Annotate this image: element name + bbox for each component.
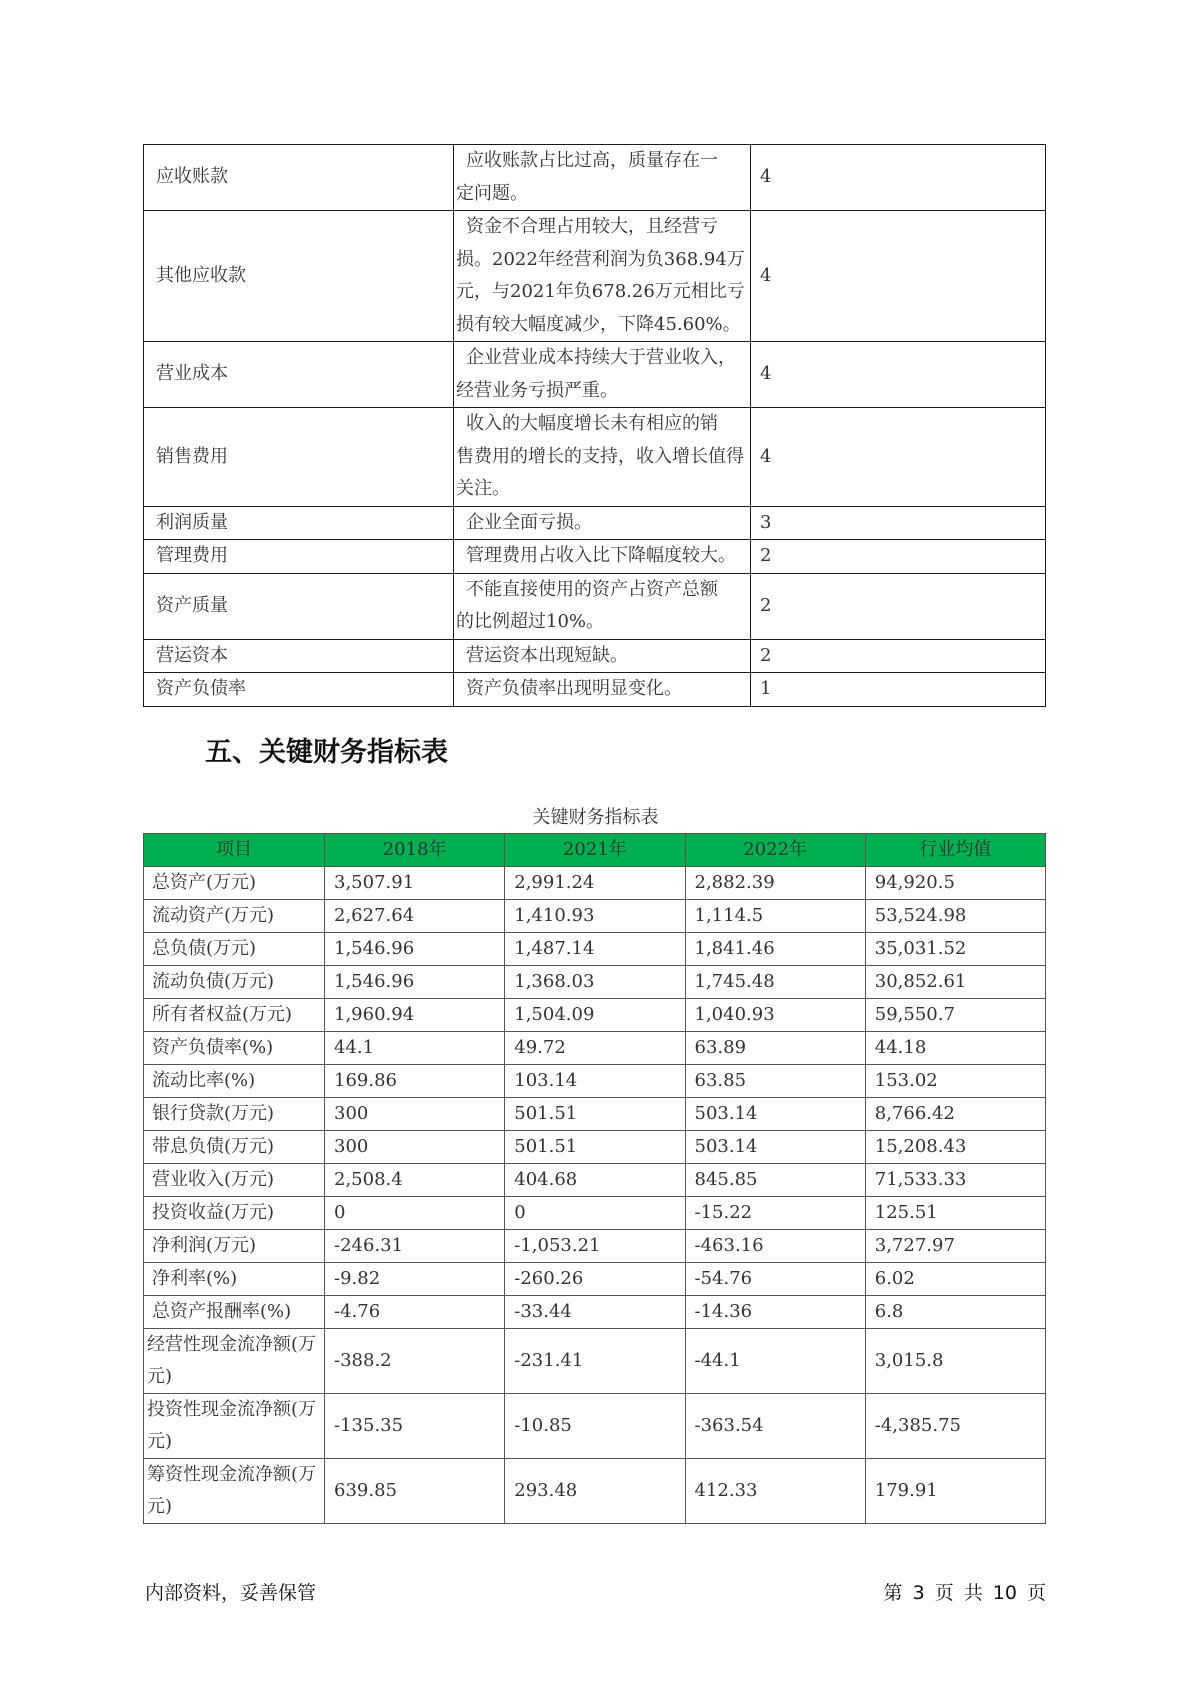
risk-description <box>454 673 751 707</box>
risk-description-text: 营运资本出现短缺。 <box>466 644 628 666</box>
table-row <box>144 933 1046 966</box>
value-2018: 300 <box>325 1098 505 1131</box>
value-2022: -463.16 <box>685 1230 865 1263</box>
risk-item: 其他应收款 <box>144 211 454 342</box>
key-financial-indicators-body <box>144 867 1046 1524</box>
header-industry-average: 行业均值 <box>865 834 1045 867</box>
value-2022: 1,745.48 <box>685 966 865 999</box>
value-2022: -363.54 <box>685 1394 865 1459</box>
value-2021: 1,410.93 <box>505 900 685 933</box>
value-industry-average: 15,208.43 <box>865 1131 1045 1164</box>
risk-row <box>144 211 1046 342</box>
value-2022: 503.14 <box>685 1098 865 1131</box>
risk-description <box>454 211 751 342</box>
indicator-name: 资产负债率(%) <box>144 1032 325 1065</box>
value-2021: -10.85 <box>505 1394 685 1459</box>
value-2018: 2,627.64 <box>325 900 505 933</box>
risk-score: 4 <box>751 145 1046 211</box>
risk-factor-table-body <box>144 145 1046 707</box>
value-industry-average: 44.18 <box>865 1032 1045 1065</box>
risk-description-text: 管理费用占收入比下降幅度较大。 <box>466 545 736 566</box>
risk-description-continued: 定问题。 <box>456 182 528 204</box>
table-row <box>144 1197 1046 1230</box>
value-2022: 845.85 <box>685 1164 865 1197</box>
value-industry-average: 125.51 <box>865 1197 1045 1230</box>
value-2018: -246.31 <box>325 1230 505 1263</box>
risk-description <box>454 506 751 540</box>
value-industry-average: 6.02 <box>865 1263 1045 1296</box>
footer-page-number: 第 3 页 共 10 页 <box>883 1582 1046 1604</box>
header-item: 项目 <box>144 834 325 867</box>
table-row <box>144 1230 1046 1263</box>
value-2021: 501.51 <box>505 1131 685 1164</box>
value-2022: -44.1 <box>685 1329 865 1394</box>
value-2018: 1,960.94 <box>325 999 505 1032</box>
risk-score: 2 <box>751 639 1046 673</box>
risk-description <box>454 145 751 211</box>
indicator-name: 流动负债(万元) <box>144 966 325 999</box>
value-industry-average: 53,524.98 <box>865 900 1045 933</box>
risk-item: 营业成本 <box>144 342 454 408</box>
indicator-name: 经营性现金流净额(万元) <box>144 1329 325 1394</box>
risk-description <box>454 540 751 574</box>
header-2018: 2018年 <box>325 834 505 867</box>
footer-confidential-note: 内部资料，妥善保管 <box>145 1582 317 1604</box>
value-2021: 1,368.03 <box>505 966 685 999</box>
value-industry-average: -4,385.75 <box>865 1394 1045 1459</box>
table-row <box>144 1032 1046 1065</box>
value-industry-average: 35,031.52 <box>865 933 1045 966</box>
value-2022: 1,114.5 <box>685 900 865 933</box>
section-heading: 五、关键财务指标表 <box>205 737 448 768</box>
value-2018: -388.2 <box>325 1329 505 1394</box>
value-industry-average: 179.91 <box>865 1459 1045 1524</box>
table-row <box>144 867 1046 900</box>
table-row <box>144 966 1046 999</box>
value-2022: -15.22 <box>685 1197 865 1230</box>
risk-row <box>144 506 1046 540</box>
value-2021: 2,991.24 <box>505 867 685 900</box>
value-2018: -4.76 <box>325 1296 505 1329</box>
value-industry-average: 153.02 <box>865 1065 1045 1098</box>
value-2018: 300 <box>325 1131 505 1164</box>
value-2018: 44.1 <box>325 1032 505 1065</box>
indicator-name: 净利润(万元) <box>144 1230 325 1263</box>
risk-item: 资产负债率 <box>144 673 454 707</box>
value-industry-average: 8,766.42 <box>865 1098 1045 1131</box>
value-2021: 1,487.14 <box>505 933 685 966</box>
value-2018: 639.85 <box>325 1459 505 1524</box>
indicator-name: 营业收入(万元) <box>144 1164 325 1197</box>
value-2022: -54.76 <box>685 1263 865 1296</box>
risk-description <box>454 639 751 673</box>
risk-description-continued: 售费用的增长的支持，收入增长值得关注。 <box>456 445 744 499</box>
value-2018: 169.86 <box>325 1065 505 1098</box>
risk-row <box>144 673 1046 707</box>
value-2021: -231.41 <box>505 1329 685 1394</box>
value-2021: -260.26 <box>505 1263 685 1296</box>
risk-score: 4 <box>751 342 1046 408</box>
value-2018: 0 <box>325 1197 505 1230</box>
header-2022: 2022年 <box>685 834 865 867</box>
table-row <box>144 1164 1046 1197</box>
risk-description-continued: 的比例超过10%。 <box>456 611 605 632</box>
table-row <box>144 1459 1046 1524</box>
risk-description-text: 应收账款占比过高，质量存在一 <box>466 150 718 171</box>
value-2021: 1,504.09 <box>505 999 685 1032</box>
indicator-name: 银行贷款(万元) <box>144 1098 325 1131</box>
risk-description-text: 资产负债率出现明显变化。 <box>466 678 682 699</box>
table-row <box>144 900 1046 933</box>
indicator-name: 总资产(万元) <box>144 867 325 900</box>
table-row <box>144 1329 1046 1394</box>
risk-score: 4 <box>751 211 1046 342</box>
value-industry-average: 6.8 <box>865 1296 1045 1329</box>
table-row <box>144 999 1046 1032</box>
value-2021: 0 <box>505 1197 685 1230</box>
risk-item: 销售费用 <box>144 408 454 507</box>
indicator-name: 流动资产(万元) <box>144 900 325 933</box>
indicator-name: 投资收益(万元) <box>144 1197 325 1230</box>
indicator-name: 流动比率(%) <box>144 1065 325 1098</box>
indicator-name: 所有者权益(万元) <box>144 999 325 1032</box>
risk-description-text: 不能直接使用的资产占资产总额 <box>466 578 718 600</box>
key-financial-indicators-table <box>143 833 1046 1524</box>
value-industry-average: 3,727.97 <box>865 1230 1045 1263</box>
risk-description <box>454 408 751 507</box>
value-2018: -135.35 <box>325 1394 505 1459</box>
risk-item: 资产质量 <box>144 573 454 639</box>
value-2022: -14.36 <box>685 1296 865 1329</box>
value-2021: 103.14 <box>505 1065 685 1098</box>
table-caption: 关键财务指标表 <box>532 807 659 828</box>
value-2022: 63.85 <box>685 1065 865 1098</box>
risk-description-continued: 损。2022年经营利润为负368.94万元，与2021年负678.26万元相比亏损有较大幅度减少，下降45.60%。 <box>456 248 745 335</box>
value-2022: 1,040.93 <box>685 999 865 1032</box>
risk-score: 1 <box>751 673 1046 707</box>
value-2022: 1,841.46 <box>685 933 865 966</box>
value-2018: -9.82 <box>325 1263 505 1296</box>
risk-item: 应收账款 <box>144 145 454 211</box>
value-2018: 3,507.91 <box>325 867 505 900</box>
table-row <box>144 1296 1046 1329</box>
risk-factor-table <box>143 144 1046 707</box>
value-2021: 49.72 <box>505 1032 685 1065</box>
risk-score: 3 <box>751 506 1046 540</box>
indicator-name: 总资产报酬率(%) <box>144 1296 325 1329</box>
value-2018: 1,546.96 <box>325 966 505 999</box>
table-row <box>144 1065 1046 1098</box>
value-2022: 63.89 <box>685 1032 865 1065</box>
risk-row <box>144 639 1046 673</box>
risk-description <box>454 342 751 408</box>
risk-description <box>454 573 751 639</box>
value-industry-average: 94,920.5 <box>865 867 1045 900</box>
value-2021: 293.48 <box>505 1459 685 1524</box>
risk-row <box>144 540 1046 574</box>
risk-item: 利润质量 <box>144 506 454 540</box>
indicator-name: 投资性现金流净额(万元) <box>144 1394 325 1459</box>
value-2021: 501.51 <box>505 1098 685 1131</box>
value-2021: -33.44 <box>505 1296 685 1329</box>
value-2021: -1,053.21 <box>505 1230 685 1263</box>
risk-description-text: 企业全面亏损。 <box>466 511 592 533</box>
risk-row <box>144 342 1046 408</box>
value-industry-average: 30,852.61 <box>865 966 1045 999</box>
value-2022: 2,882.39 <box>685 867 865 900</box>
indicator-name: 筹资性现金流净额(万元) <box>144 1459 325 1524</box>
table-row <box>144 1263 1046 1296</box>
table-row <box>144 1131 1046 1164</box>
risk-row <box>144 408 1046 507</box>
risk-score: 4 <box>751 408 1046 507</box>
risk-item: 管理费用 <box>144 540 454 574</box>
risk-score: 2 <box>751 540 1046 574</box>
risk-row <box>144 145 1046 211</box>
risk-item: 营运资本 <box>144 639 454 673</box>
risk-score: 2 <box>751 573 1046 639</box>
value-2018: 2,508.4 <box>325 1164 505 1197</box>
table-row <box>144 1098 1046 1131</box>
value-industry-average: 71,533.33 <box>865 1164 1045 1197</box>
value-2021: 404.68 <box>505 1164 685 1197</box>
risk-description-text: 资金不合理占用较大，且经营亏 <box>466 216 718 237</box>
table-row <box>144 1394 1046 1459</box>
indicator-name: 净利率(%) <box>144 1263 325 1296</box>
risk-description-continued: 经营业务亏损严重。 <box>456 379 618 401</box>
risk-description-text: 收入的大幅度增长未有相应的销 <box>466 413 718 434</box>
risk-description-text: 企业营业成本持续大于营业收入， <box>466 347 736 368</box>
value-industry-average: 59,550.7 <box>865 999 1045 1032</box>
value-2022: 412.33 <box>685 1459 865 1524</box>
risk-row <box>144 573 1046 639</box>
value-industry-average: 3,015.8 <box>865 1329 1045 1394</box>
value-2022: 503.14 <box>685 1131 865 1164</box>
header-2021: 2021年 <box>505 834 685 867</box>
indicator-name: 总负债(万元) <box>144 933 325 966</box>
value-2018: 1,546.96 <box>325 933 505 966</box>
table-header-row <box>144 834 1046 867</box>
indicator-name: 带息负债(万元) <box>144 1131 325 1164</box>
